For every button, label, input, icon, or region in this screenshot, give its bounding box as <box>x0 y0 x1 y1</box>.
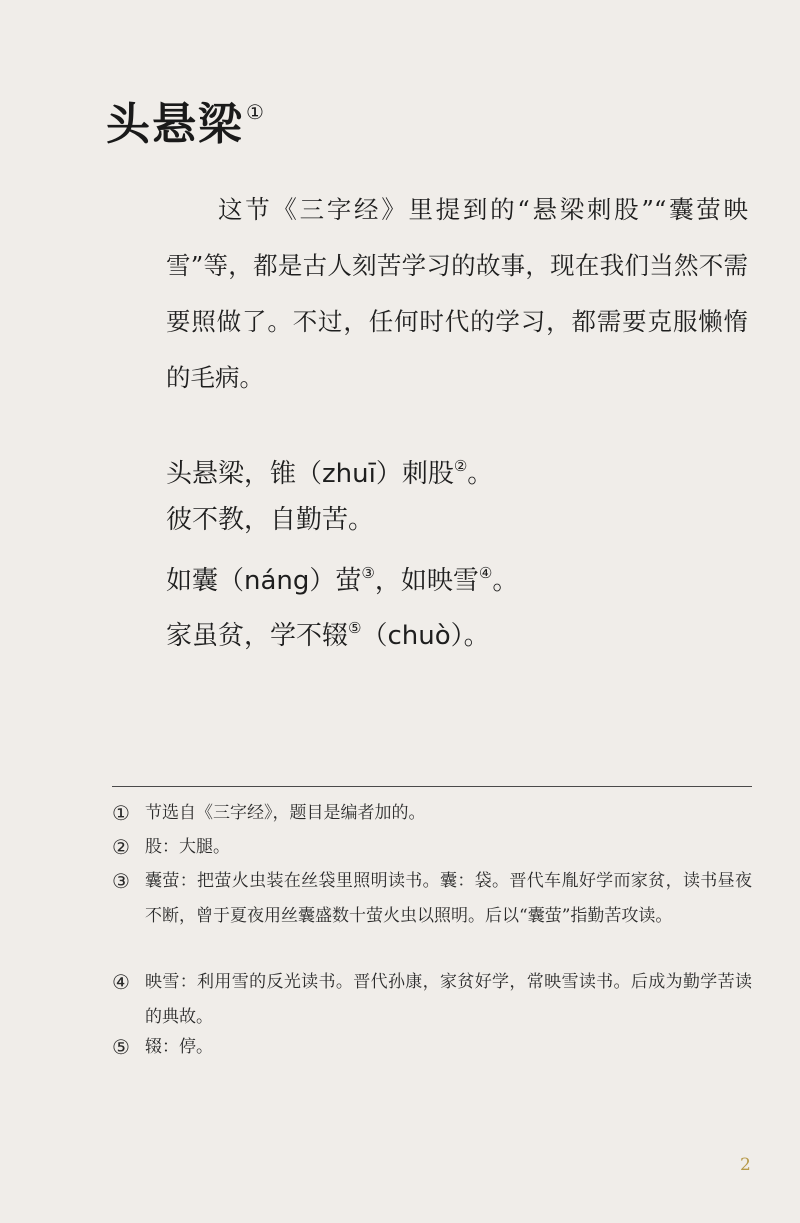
verse-text: ，如映雪 <box>374 566 479 596</box>
title-text: 头悬梁 <box>106 99 244 150</box>
footnote-mark: ⑤ <box>348 619 362 637</box>
footnote-number: ④ <box>112 970 130 994</box>
footnote-4 <box>112 965 752 1035</box>
footnote-number: ② <box>112 835 130 859</box>
lesson-title <box>106 82 266 155</box>
intro-paragraph: 这节《三字经》里提到的“悬梁刺股”“囊萤映雪”等，都是古人刻苦学习的故事，现在我们当然不需要照做了。不过，任何时代的学习，都需要克服懒惰的毛病。 <box>166 195 748 392</box>
footnote-number: ① <box>112 801 130 825</box>
verse-line-4 <box>166 608 490 656</box>
footnote-text: 股：大腿。 <box>145 837 230 857</box>
footnote-text: 节选自《三字经》，题目是编者加的。 <box>145 803 426 823</box>
footnote-number: ③ <box>112 869 130 893</box>
verse-text: 如囊（náng）萤 <box>166 566 362 596</box>
footnote-divider <box>112 786 752 787</box>
verse-line-2 <box>166 500 374 540</box>
title-footnote-mark: ① <box>246 100 266 124</box>
verse-line-1 <box>166 446 493 494</box>
footnote-3 <box>112 864 752 934</box>
footnote-mark: ③ <box>361 564 375 582</box>
verse-line-3 <box>166 553 518 601</box>
verse-text: 头悬梁，锥（zhuī）刺股 <box>166 459 454 489</box>
footnote-mark: ④ <box>478 564 493 582</box>
footnote-1 <box>112 796 752 831</box>
verse-text: 彼不教，自勤苦。 <box>166 505 375 535</box>
verse-text: 家虽贫，学不辍 <box>166 621 349 651</box>
footnote-text: 映雪：利用雪的反光读书。晋代孙康，家贫好学，常映雪读书。后成为勤学苦读的典故。 <box>145 972 752 1027</box>
footnote-2 <box>112 830 752 865</box>
footnote-text: 囊萤：把萤火虫装在丝袋里照明读书。囊：袋。晋代车胤好学而家贫，读书昼夜不断，曾于夏夜用丝囊盛数十萤火虫以照明。后以“囊萤”指勤苦攻读。 <box>145 871 752 926</box>
footnote-text: 辍：停。 <box>145 1037 213 1057</box>
footnote-mark: ② <box>453 457 468 475</box>
verse-text: 。 <box>467 459 494 489</box>
verse-text: （chuò）。 <box>361 621 490 651</box>
footnote-number: ⑤ <box>112 1035 130 1059</box>
page-number: 2 <box>740 1155 751 1175</box>
verse-text: 。 <box>492 566 519 596</box>
footnote-5 <box>112 1030 752 1065</box>
